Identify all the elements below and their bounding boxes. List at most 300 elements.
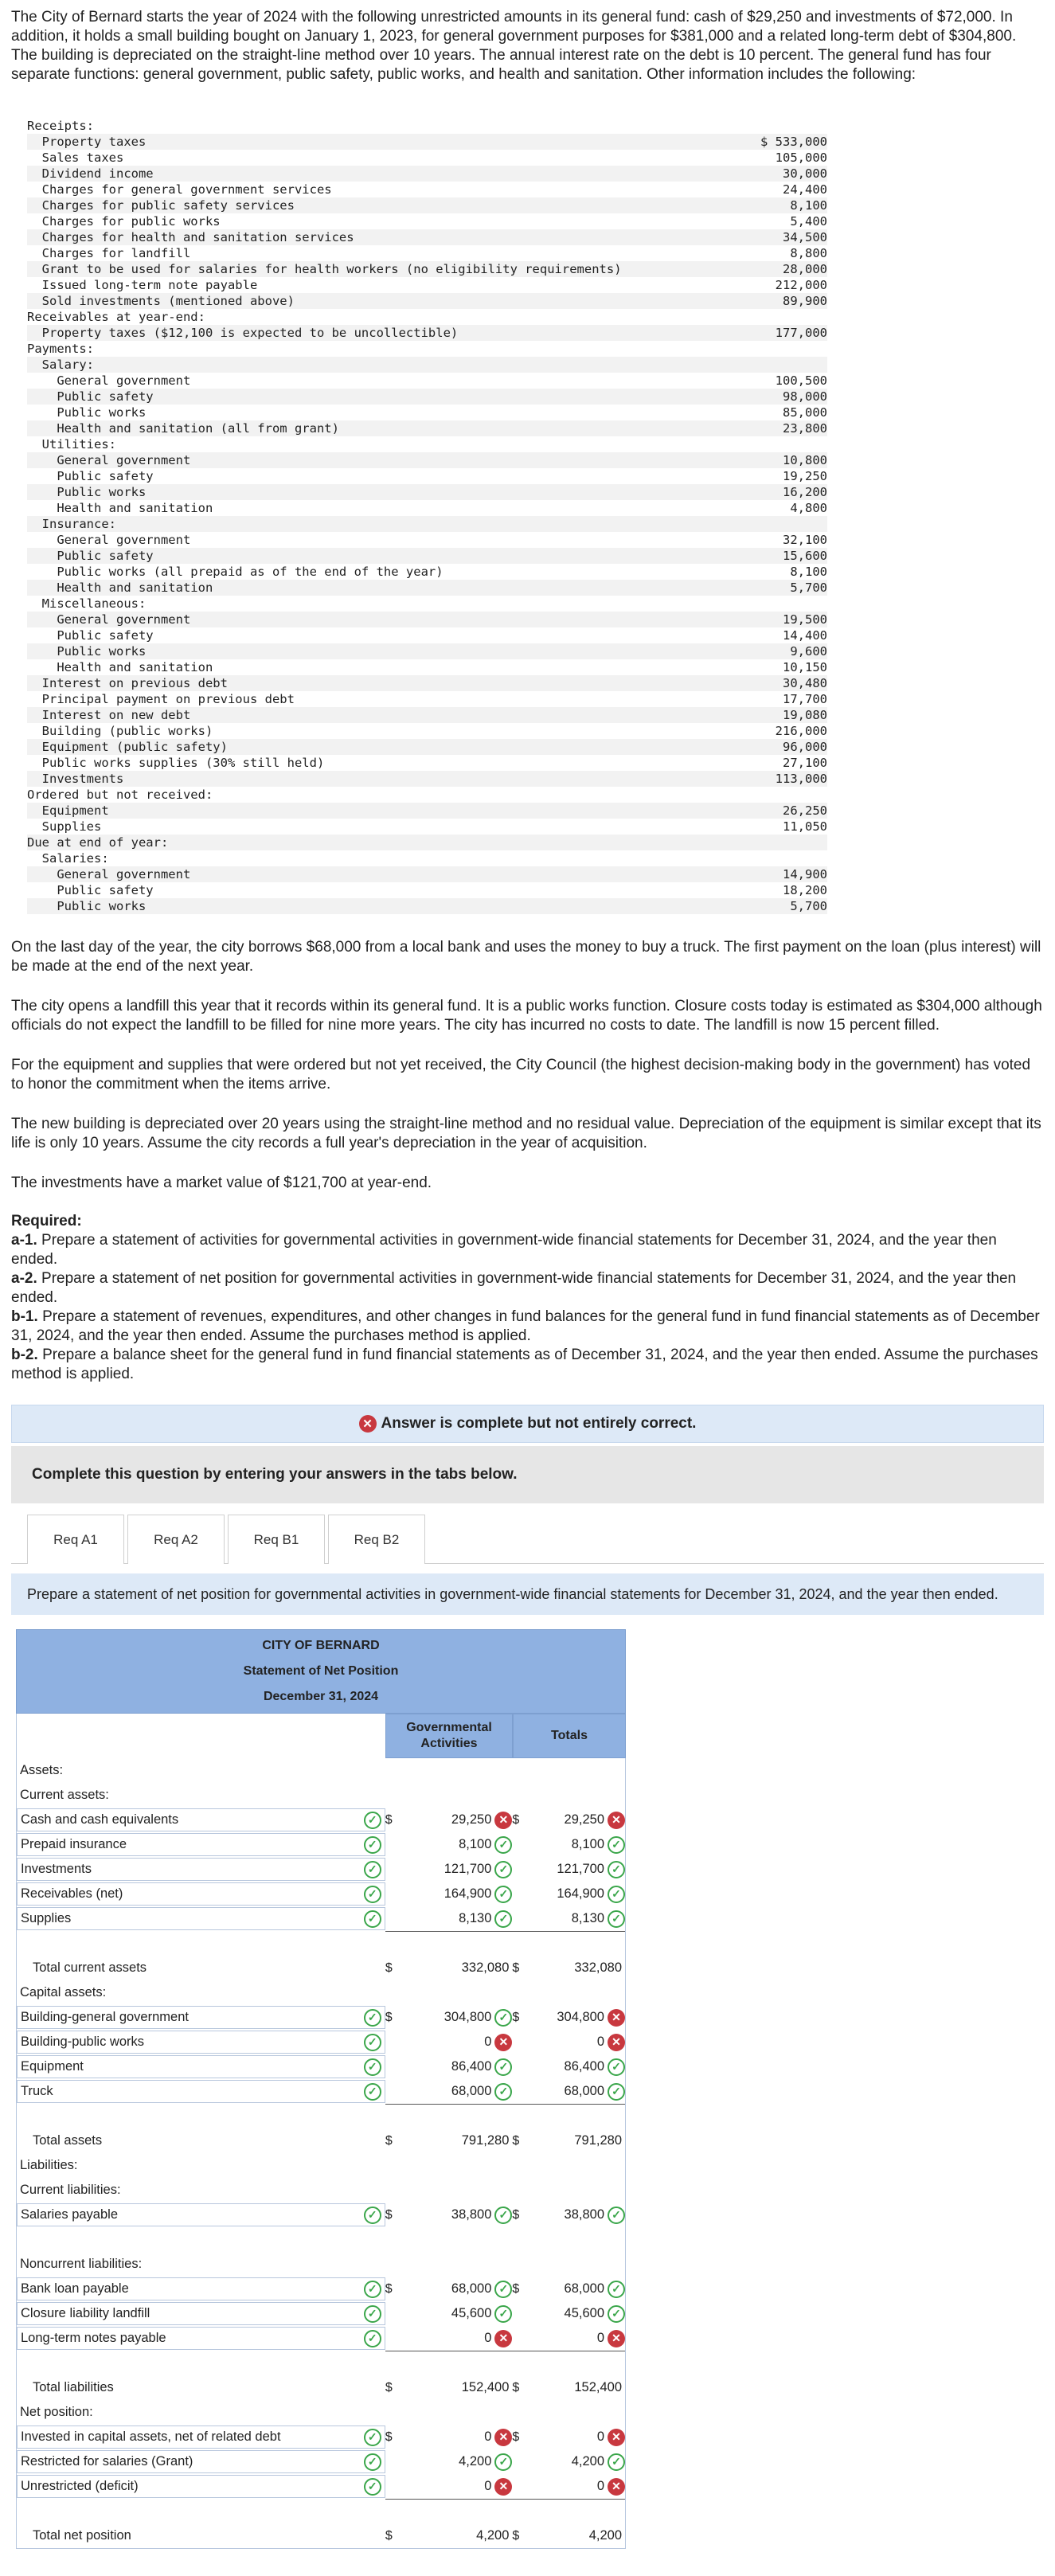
statement-row <box>16 1758 626 1783</box>
check-icon: ✓ <box>608 1886 625 1903</box>
gov-amount <box>385 1931 513 1976</box>
row-label-field[interactable] <box>17 2327 385 2350</box>
data-row-label: General government <box>27 453 191 467</box>
equipment-paragraph: For the equipment and supplies that were ordered but not yet received, the City Council (the highest decision-making body in the government) has voted to honor the commitment when the items arrive. <box>11 1057 1031 1093</box>
statement-date: December 31, 2024 <box>263 1690 379 1703</box>
row-label-field[interactable] <box>17 1808 385 1831</box>
data-row-value: $ 533,000 <box>760 135 827 149</box>
data-row-value: 28,000 <box>783 262 827 276</box>
data-row-label: Utilities: <box>27 437 116 451</box>
data-row-value: 113,000 <box>775 772 827 786</box>
amount-value: 152,400 <box>461 2380 510 2394</box>
total-amount <box>512 2104 625 2148</box>
row-label-field[interactable] <box>17 2203 385 2226</box>
gov-amount-field[interactable] <box>385 2449 513 2474</box>
statement-title: Statement of Net Position <box>243 1664 399 1678</box>
required-item: a-2. Prepare a statement of net position for governmental activities in government-wide financial statements for December 31, 2024, and the year then ended. <box>11 1270 1017 1306</box>
amount-value: 304,800 <box>557 2010 604 2024</box>
total-amount-field[interactable] <box>512 2474 625 2499</box>
gov-amount <box>385 2178 513 2203</box>
data-row-value <box>748 516 827 532</box>
gov-amount <box>385 2227 513 2272</box>
data-row-label: Health and sanitation <box>27 660 213 674</box>
total-amount-field[interactable] <box>512 1882 625 1906</box>
row-label-text: Total liabilities <box>33 2380 114 2394</box>
statement-row <box>16 2301 626 2326</box>
check-icon: ✓ <box>494 2058 512 2076</box>
data-row <box>27 373 827 389</box>
check-icon: ✓ <box>364 1861 381 1878</box>
data-row-value: 27,100 <box>783 756 827 770</box>
data-row-label: General government <box>27 533 191 547</box>
gov-amount-field[interactable] <box>385 2326 513 2351</box>
total-amount <box>512 1931 625 1976</box>
row-label-text: Assets: <box>20 1763 64 1777</box>
statement-row <box>16 2499 626 2548</box>
amount-value: 45,600 <box>451 2306 492 2320</box>
amount-value: 0 <box>484 2429 492 2444</box>
data-row-label: Public works <box>27 485 147 499</box>
data-row-value: 10,150 <box>783 660 827 674</box>
row-label-text: Closure liability landfill <box>21 2306 150 2320</box>
amount-value: 38,800 <box>451 2207 492 2222</box>
total-amount-field[interactable] <box>512 2301 625 2326</box>
row-label-field[interactable] <box>17 1833 385 1856</box>
row-label-text: Truck <box>21 2084 53 2098</box>
statement-row <box>16 1882 626 1906</box>
gov-amount-field[interactable] <box>385 1857 513 1882</box>
amount-value: 152,400 <box>574 2380 623 2394</box>
amount-value: 0 <box>484 2035 492 2049</box>
check-icon: ✓ <box>494 1886 512 1903</box>
data-row-label: General government <box>27 612 191 627</box>
statement-row <box>16 2474 626 2499</box>
data-row-value: 216,000 <box>775 724 827 738</box>
error-icon: ✕ <box>608 1812 625 1829</box>
row-label <box>17 2351 385 2395</box>
gov-amount-field[interactable] <box>385 2474 513 2499</box>
statement-row <box>16 2104 626 2153</box>
data-row <box>27 723 827 739</box>
check-icon: ✓ <box>494 1861 512 1878</box>
data-row-value <box>748 357 827 373</box>
statement-header <box>16 1629 626 1714</box>
row-label-field[interactable] <box>17 2450 385 2473</box>
data-row-label: Ordered but not received: <box>27 788 213 802</box>
total-amount <box>512 2153 625 2178</box>
tab-prompt: Prepare a statement of net position for governmental activities in government-wide financial statements for December 31, 2024, and the year then ended. <box>11 1573 1044 1615</box>
statement-row <box>16 2054 626 2079</box>
data-row <box>27 197 827 213</box>
gov-amount-field[interactable] <box>385 2005 513 2030</box>
row-label-text: Prepaid insurance <box>21 1837 127 1851</box>
check-icon: ✓ <box>608 2083 625 2101</box>
check-icon: ✓ <box>364 2207 381 2224</box>
data-row-value <box>748 341 827 357</box>
statement-row <box>16 1906 626 1931</box>
data-row <box>27 835 827 850</box>
amount-value: 332,080 <box>574 1960 623 1975</box>
data-row-label: Public safety <box>27 389 154 404</box>
row-label-field[interactable] <box>17 2006 385 2029</box>
data-row-value: 5,400 <box>790 214 827 229</box>
tab-req-b2[interactable]: Req B2 <box>328 1515 425 1564</box>
check-icon: ✓ <box>364 1886 381 1903</box>
data-row <box>27 643 827 659</box>
data-row-label: Public safety <box>27 628 154 643</box>
data-row-value: 17,700 <box>783 692 827 706</box>
total-amount-field[interactable] <box>512 1832 625 1857</box>
data-row <box>27 420 827 436</box>
total-amount-field[interactable] <box>512 2425 625 2449</box>
data-row <box>27 166 827 182</box>
row-label-text: Current assets: <box>20 1788 109 1802</box>
total-amount-field[interactable] <box>512 2449 625 2474</box>
total-amount-field[interactable] <box>512 2277 625 2301</box>
required-list <box>11 1231 1044 1384</box>
data-row-value: 24,400 <box>783 182 827 197</box>
gov-amount-field[interactable] <box>385 1832 513 1857</box>
total-amount-field[interactable] <box>512 2326 625 2351</box>
row-label-text: Unrestricted (deficit) <box>21 2479 139 2493</box>
data-row-value: 16,200 <box>783 485 827 499</box>
amount-value: 332,080 <box>461 1960 510 1975</box>
statement-row <box>16 2005 626 2030</box>
required-item: b-1. Prepare a statement of revenues, expenditures, and other changes in fund balances for the general fund in fund financial statements as of December 31, 2024, and the year then ended. Assume the purchases method is applied. <box>11 1308 1040 1344</box>
data-row-value <box>748 118 827 134</box>
gov-amount-field[interactable] <box>385 2301 513 2326</box>
amount-value: 8,130 <box>459 1911 492 1925</box>
tab-req-b1[interactable]: Req B1 <box>228 1515 325 1564</box>
data-row <box>27 819 827 835</box>
amount-value: 4,200 <box>588 2528 623 2543</box>
data-row-label: General government <box>27 867 191 881</box>
gov-amount-field[interactable] <box>385 2030 513 2054</box>
data-row-label: Public works supplies (30% still held) <box>27 756 325 770</box>
tab-bar <box>11 1515 1044 1564</box>
row-label-text: Building-general government <box>21 2010 189 2024</box>
result-banner: ✕ Answer is complete but not entirely correct. <box>11 1405 1044 1443</box>
gov-amount <box>385 2499 513 2543</box>
data-row-value: 105,000 <box>775 150 827 165</box>
check-icon: ✓ <box>364 2009 381 2027</box>
total-amount-field[interactable] <box>512 2203 625 2227</box>
row-label-text: Liabilities: <box>20 2158 78 2172</box>
statement-row <box>16 1808 626 1832</box>
total-amount <box>512 2227 625 2272</box>
row-label-field[interactable] <box>17 2426 385 2449</box>
data-row-value: 8,100 <box>790 565 827 579</box>
error-icon: ✕ <box>494 2034 512 2051</box>
data-row <box>27 261 827 277</box>
total-amount <box>512 1758 625 1783</box>
amount-value: 86,400 <box>564 2059 604 2074</box>
gov-amount-field[interactable] <box>385 2425 513 2449</box>
data-row <box>27 500 827 516</box>
statement-row <box>16 2449 626 2474</box>
amount-value: 791,280 <box>574 2133 623 2148</box>
data-row <box>27 532 827 548</box>
amount-value: 0 <box>484 2479 492 2493</box>
row-label-field[interactable] <box>17 1907 385 1930</box>
instructions: Complete this question by entering your answers in the tabs below. <box>11 1446 1044 1503</box>
check-icon: ✓ <box>364 2083 381 2101</box>
total-amount-field[interactable] <box>512 2030 625 2054</box>
row-label-field[interactable] <box>17 2302 385 2325</box>
data-row-value: 14,900 <box>783 867 827 881</box>
row-label <box>17 2499 385 2543</box>
amount-value: 38,800 <box>564 2207 604 2222</box>
statement-row <box>16 2425 626 2449</box>
row-label <box>17 1758 385 1783</box>
error-icon: ✕ <box>608 2330 625 2347</box>
check-icon: ✓ <box>364 1812 381 1829</box>
total-amount <box>512 2178 625 2203</box>
data-row-label: Public works <box>27 405 147 420</box>
amount-value: 8,100 <box>571 1837 604 1851</box>
total-amount <box>512 1783 625 1808</box>
data-row <box>27 596 827 612</box>
error-icon: ✕ <box>494 1812 512 1829</box>
statement-row <box>16 1857 626 1882</box>
net-position-statement <box>16 1629 626 2549</box>
data-row <box>27 612 827 627</box>
currency-symbol: $ <box>385 2134 393 2148</box>
check-icon: ✓ <box>494 2207 512 2224</box>
total-amount-field[interactable] <box>512 1906 625 1931</box>
data-row-label: Building (public works) <box>27 724 213 738</box>
total-amount-field[interactable] <box>512 2005 625 2030</box>
tab-req-a1[interactable]: Req A1 <box>27 1515 124 1564</box>
data-row-value: 89,900 <box>783 294 827 308</box>
amount-value: 0 <box>596 2331 604 2345</box>
row-label-field[interactable] <box>17 2080 385 2103</box>
data-row-label: Miscellaneous: <box>27 596 147 611</box>
data-row-label: Interest on previous debt <box>27 676 228 690</box>
required-item: a-1. Prepare a statement of activities for governmental activities in government-wide financial statements for December 31, 2024, and the year then ended. <box>11 1232 997 1268</box>
data-row-label: Public safety <box>27 549 154 563</box>
data-row <box>27 182 827 197</box>
data-row-value: 23,800 <box>783 421 827 436</box>
data-row <box>27 516 827 532</box>
gov-amount-field[interactable] <box>385 2054 513 2079</box>
data-row-label: Charges for landfill <box>27 246 191 260</box>
row-label <box>17 1980 385 2005</box>
data-row <box>27 787 827 803</box>
amount-value: 4,200 <box>476 2528 510 2543</box>
currency-symbol: $ <box>385 2429 393 2444</box>
data-row <box>27 309 827 325</box>
data-row <box>27 118 827 134</box>
data-row <box>27 850 827 866</box>
data-row-label: Public works <box>27 899 147 913</box>
data-row-label: General government <box>27 373 191 388</box>
data-row-value: 11,050 <box>783 819 827 834</box>
check-icon: ✓ <box>364 1836 381 1854</box>
row-label-text: Salaries payable <box>21 2207 118 2222</box>
currency-symbol: $ <box>385 1812 393 1827</box>
amount-value: 45,600 <box>564 2306 604 2320</box>
check-icon: ✓ <box>608 2453 625 2471</box>
data-row-label: Payments: <box>27 342 94 356</box>
data-row-value: 96,000 <box>783 740 827 754</box>
data-row-label: Health and sanitation (all from grant) <box>27 421 339 436</box>
currency-symbol: $ <box>385 2381 393 2394</box>
gov-amount <box>385 1758 513 1783</box>
row-label-field[interactable] <box>17 1858 385 1881</box>
total-amount-field[interactable] <box>512 1857 625 1882</box>
data-row-label: Public safety <box>27 883 154 897</box>
data-row <box>27 564 827 580</box>
data-row-value: 98,000 <box>783 389 827 404</box>
statement-row <box>16 1783 626 1808</box>
check-icon: ✓ <box>494 2281 512 2298</box>
error-icon: ✕ <box>494 2478 512 2496</box>
data-row <box>27 134 827 150</box>
statement-row <box>16 2400 626 2425</box>
row-label <box>17 1783 385 1808</box>
tab-req-a2[interactable]: Req A2 <box>127 1515 225 1564</box>
data-row-value: 8,800 <box>790 246 827 260</box>
data-row-value: 14,400 <box>783 628 827 643</box>
data-row-value: 19,500 <box>783 612 827 627</box>
statement-row <box>16 2326 626 2351</box>
data-row-label: Public safety <box>27 469 154 483</box>
data-row <box>27 213 827 229</box>
data-row-value: 8,100 <box>790 198 827 213</box>
data-row-value <box>748 850 827 866</box>
statement-row <box>16 2351 626 2400</box>
gov-amount <box>385 1980 513 2005</box>
row-label-field[interactable] <box>17 2277 385 2300</box>
total-amount <box>512 2351 625 2395</box>
row-label-field[interactable] <box>17 2055 385 2078</box>
data-row-label: Dividend income <box>27 166 154 181</box>
data-row-value: 19,080 <box>783 708 827 722</box>
currency-symbol: $ <box>385 2529 393 2543</box>
row-label-field[interactable] <box>17 1882 385 1906</box>
data-row-label: Receipts: <box>27 119 94 133</box>
amount-value: 8,100 <box>459 1837 492 1851</box>
statement-row <box>16 1832 626 1857</box>
row-label-text: Invested in capital assets, net of related debt <box>21 2429 281 2444</box>
statement-row <box>16 1980 626 2005</box>
amount-value: 86,400 <box>451 2059 492 2074</box>
amount-value: 68,000 <box>564 2281 604 2296</box>
data-row-value: 30,000 <box>783 166 827 181</box>
check-icon: ✓ <box>608 2058 625 2076</box>
currency-symbol: $ <box>512 2429 520 2444</box>
amount-value: 0 <box>596 2035 604 2049</box>
total-amount-field[interactable] <box>512 2054 625 2079</box>
amount-value: 68,000 <box>564 2084 604 2098</box>
total-amount-field[interactable] <box>512 2079 625 2104</box>
gov-amount-field[interactable] <box>385 2079 513 2104</box>
data-row <box>27 882 827 898</box>
data-row-value <box>748 436 827 452</box>
data-row-label: Property taxes ($12,100 is expected to be uncollectible) <box>27 326 459 340</box>
required-item: b-2. Prepare a balance sheet for the general fund in fund financial statements as of December 31, 2024, and the year then ended. Assume the purchases method is applied. <box>11 1347 1038 1382</box>
data-row-label: Issued long-term note payable <box>27 278 258 292</box>
check-icon: ✓ <box>608 2207 625 2224</box>
check-icon: ✓ <box>364 2478 381 2496</box>
check-icon: ✓ <box>364 2305 381 2323</box>
data-row <box>27 580 827 596</box>
check-icon: ✓ <box>608 1836 625 1854</box>
statement-row <box>16 2277 626 2301</box>
check-icon: ✓ <box>364 2330 381 2347</box>
data-row <box>27 293 827 309</box>
data-row-label: Salary: <box>27 358 94 372</box>
currency-symbol: $ <box>385 2281 393 2296</box>
check-icon: ✓ <box>364 2034 381 2051</box>
data-row-label: Equipment (public safety) <box>27 740 228 754</box>
row-label <box>17 2227 385 2272</box>
gov-amount-field[interactable] <box>385 2203 513 2227</box>
gov-amount-field[interactable] <box>385 1882 513 1906</box>
data-row-label: Charges for general government services <box>27 182 332 197</box>
data-row-label: Health and sanitation <box>27 501 213 515</box>
data-row <box>27 229 827 245</box>
total-amount-field[interactable] <box>512 1808 625 1832</box>
row-label-field[interactable] <box>17 2031 385 2054</box>
total-amount <box>512 2499 625 2543</box>
error-icon: ✕ <box>608 2034 625 2051</box>
data-row <box>27 245 827 261</box>
row-label-text: Total net position <box>33 2528 131 2543</box>
gov-amount-field[interactable] <box>385 1808 513 1832</box>
amount-value: 164,900 <box>443 1886 492 1901</box>
data-row <box>27 389 827 405</box>
row-label-text: Noncurrent liabilities: <box>20 2257 143 2271</box>
row-label-text: Net position: <box>20 2405 93 2419</box>
row-label <box>17 2400 385 2425</box>
data-table <box>27 118 827 914</box>
data-row <box>27 691 827 707</box>
data-row-value: 26,250 <box>783 803 827 818</box>
gov-amount <box>385 1783 513 1808</box>
data-row-value <box>748 309 827 325</box>
error-icon: ✕ <box>608 2009 625 2027</box>
data-row <box>27 452 827 468</box>
row-label-text: Restricted for salaries (Grant) <box>21 2454 193 2469</box>
check-icon: ✓ <box>494 1910 512 1928</box>
row-label-text: Bank loan payable <box>21 2281 129 2296</box>
data-row-label: Public works (all prepaid as of the end of the year) <box>27 565 443 579</box>
amount-value: 164,900 <box>557 1886 604 1901</box>
data-row-value: 34,500 <box>783 230 827 244</box>
data-row <box>27 659 827 675</box>
statement-rows <box>16 1758 626 2548</box>
intro-paragraph: The City of Bernard starts the year of 2024 with the following unrestricted amounts in its general fund: cash of $29,250 and investments of $72,000. In addition, it holds a small building bought on January 1, 2023, for general government purposes for $381,000 and a related long-term debt of $304,800. The building is depreciated on the straight-line method over 10 years. The annual interest rate on the debt is 10 percent. The general fund has four separate functions: general government, public safety, public works, and health and sanitation. Other information includes the following: <box>11 9 1017 83</box>
data-row <box>27 755 827 771</box>
gov-amount-field[interactable] <box>385 2277 513 2301</box>
check-icon: ✓ <box>494 2083 512 2101</box>
row-label-text: Current liabilities: <box>20 2183 121 2197</box>
data-row-label: Charges for public works <box>27 214 221 229</box>
currency-symbol: $ <box>512 1812 520 1827</box>
error-icon: ✕ <box>359 1415 377 1433</box>
gov-amount-field[interactable] <box>385 1906 513 1931</box>
entity-name: CITY OF BERNARD <box>262 1639 380 1652</box>
row-label-field[interactable] <box>17 2475 385 2498</box>
error-icon: ✕ <box>608 2478 625 2496</box>
currency-symbol: $ <box>512 2381 520 2394</box>
row-label-text: Long-term notes payable <box>21 2331 166 2345</box>
data-row-value: 19,250 <box>783 469 827 483</box>
check-icon: ✓ <box>364 2281 381 2298</box>
statement-row <box>16 2079 626 2104</box>
